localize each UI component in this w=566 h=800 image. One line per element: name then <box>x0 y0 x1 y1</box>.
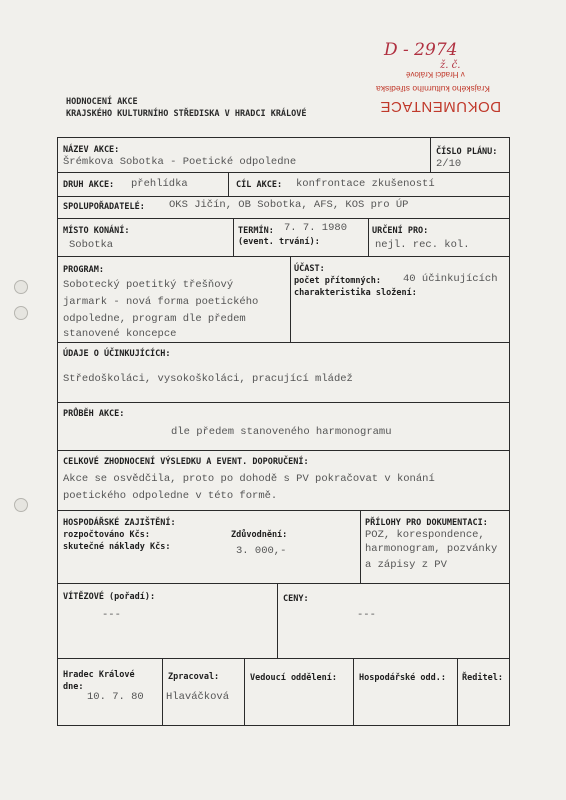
vitezove-label: VÍTĚZOVÉ (pořadí): <box>63 592 156 602</box>
celkove-zhodnoceni-label: CELKOVÉ ZHODNOCENÍ VÝSLEDKU A EVENT. DOPORUČENÍ: <box>63 457 309 467</box>
zpracoval-value: Hlaváčková <box>166 691 230 703</box>
prilohy-line: harmonogram, pozvánky <box>365 543 498 555</box>
program-line: jarmark - nová forma poetického <box>63 296 259 308</box>
celkove-line: Akce se osvědčila, proto po dohodě s PV pokračovat v konání <box>63 473 435 485</box>
prubeh-value: dle předem stanoveného harmonogramu <box>171 426 392 438</box>
zduvodneni-label: Zdůvodnění: <box>231 530 288 540</box>
prubeh-label: PRŮBĚH AKCE: <box>63 409 125 419</box>
skutecne-naklady-label: skutečné náklady Kčs: <box>63 542 171 552</box>
program-label: PROGRAM: <box>63 265 104 275</box>
druh-akce-value: přehlídka <box>131 178 188 190</box>
datum-value: 10. 7. 80 <box>87 691 144 703</box>
ucast-value: 40 účinkujících <box>403 273 498 285</box>
urceni-pro-value: nejl. rec. kol. <box>375 239 470 251</box>
document-header-line1: HODNOCENÍ AKCE <box>66 97 138 107</box>
nazev-akce-label: NÁZEV AKCE: <box>63 145 120 155</box>
dokumentace-stamp-line3: v Hradci Králové <box>406 70 465 79</box>
misto-konani-value: Sobotka <box>69 239 114 251</box>
punch-hole-top <box>14 280 28 294</box>
zduvodneni-value: 3. 000,- <box>236 545 287 557</box>
dokumentace-stamp-line2: Krajského kulturního střediska <box>376 84 490 94</box>
cislo-planu-value: 2/10 <box>436 158 462 170</box>
ucast-label: ÚČAST: <box>294 264 325 274</box>
reditel-label: Ředitel: <box>462 673 503 683</box>
termin-trvani-label: (event. trvání): <box>238 237 320 247</box>
ucast-charakteristika-label: charakteristika složení: <box>294 288 417 298</box>
vitezove-value: --- <box>102 609 121 621</box>
dne-label: dne: <box>63 682 84 692</box>
prilohy-line: POZ, korespondence, <box>365 529 485 541</box>
program-line: stanovené koncepce <box>63 328 177 340</box>
termin-value: 7. 7. 1980 <box>284 222 348 234</box>
misto-konani-label: MÍSTO KONÁNÍ: <box>63 226 130 236</box>
ucast-pocet-label: počet přítomných: <box>294 276 381 286</box>
document-header-line2: KRAJSKÉHO KULTURNÍHO STŘEDISKA V HRADCI KRÁLOVÉ <box>66 109 307 119</box>
vedouci-oddeleni-label: Vedoucí oddělení: <box>250 673 337 683</box>
druh-akce-label: DRUH AKCE: <box>63 180 115 190</box>
rozpoctovano-label: rozpočtováno Kčs: <box>63 530 150 540</box>
prilohy-line: a zápisy z PV <box>365 559 447 571</box>
udaje-label: ÚDAJE O ÚČINKUJÍCÍCH: <box>63 349 171 359</box>
handwritten-initials: ž. č. <box>440 60 461 71</box>
zpracoval-label: Zpracoval: <box>168 672 220 682</box>
program-line: odpoledne, program dle předem <box>63 313 246 325</box>
cil-akce-value: konfrontace zkušeností <box>296 178 435 190</box>
celkove-line: poetického odpoledne v této formě. <box>63 490 278 502</box>
spoluporadatele-label: SPOLUPOŘADATELÉ: <box>63 202 145 212</box>
dokumentace-stamp-title: DOKUMENTACE <box>380 98 502 115</box>
termin-label: TERMÍN: <box>238 226 274 236</box>
hradec-kralove-label: Hradec Králové <box>63 670 135 680</box>
spoluporadatele-value: OKS Jičín, OB Sobotka, AFS, KOS pro ÚP <box>169 199 409 211</box>
punch-hole-middle <box>14 306 28 320</box>
prilohy-label: PŘÍLOHY PRO DOKUMENTACI: <box>365 518 488 528</box>
punch-hole-bottom <box>14 498 28 512</box>
program-line: Sobotecký poetitký třešňový <box>63 279 234 291</box>
hospodarske-odd-label: Hospodářské odd.: <box>359 673 446 683</box>
cislo-planu-label: ČÍSLO PLÁNU: <box>436 147 498 157</box>
ceny-label: CENY: <box>283 594 309 604</box>
urceni-pro-label: URČENÍ PRO: <box>372 226 429 236</box>
udaje-value: Středoškoláci, vysokoškoláci, pracující mládež <box>63 373 353 385</box>
cil-akce-label: CÍL AKCE: <box>236 180 283 190</box>
ceny-value: --- <box>357 609 376 621</box>
nazev-akce-value: Šrémkova Sobotka - Poetické odpoledne <box>63 156 297 168</box>
hospodarske-zajisteni-label: HOSPODÁŘSKÉ ZAJIŠTĚNÍ: <box>63 518 176 528</box>
handwritten-reference: D - 2974 <box>384 40 458 60</box>
